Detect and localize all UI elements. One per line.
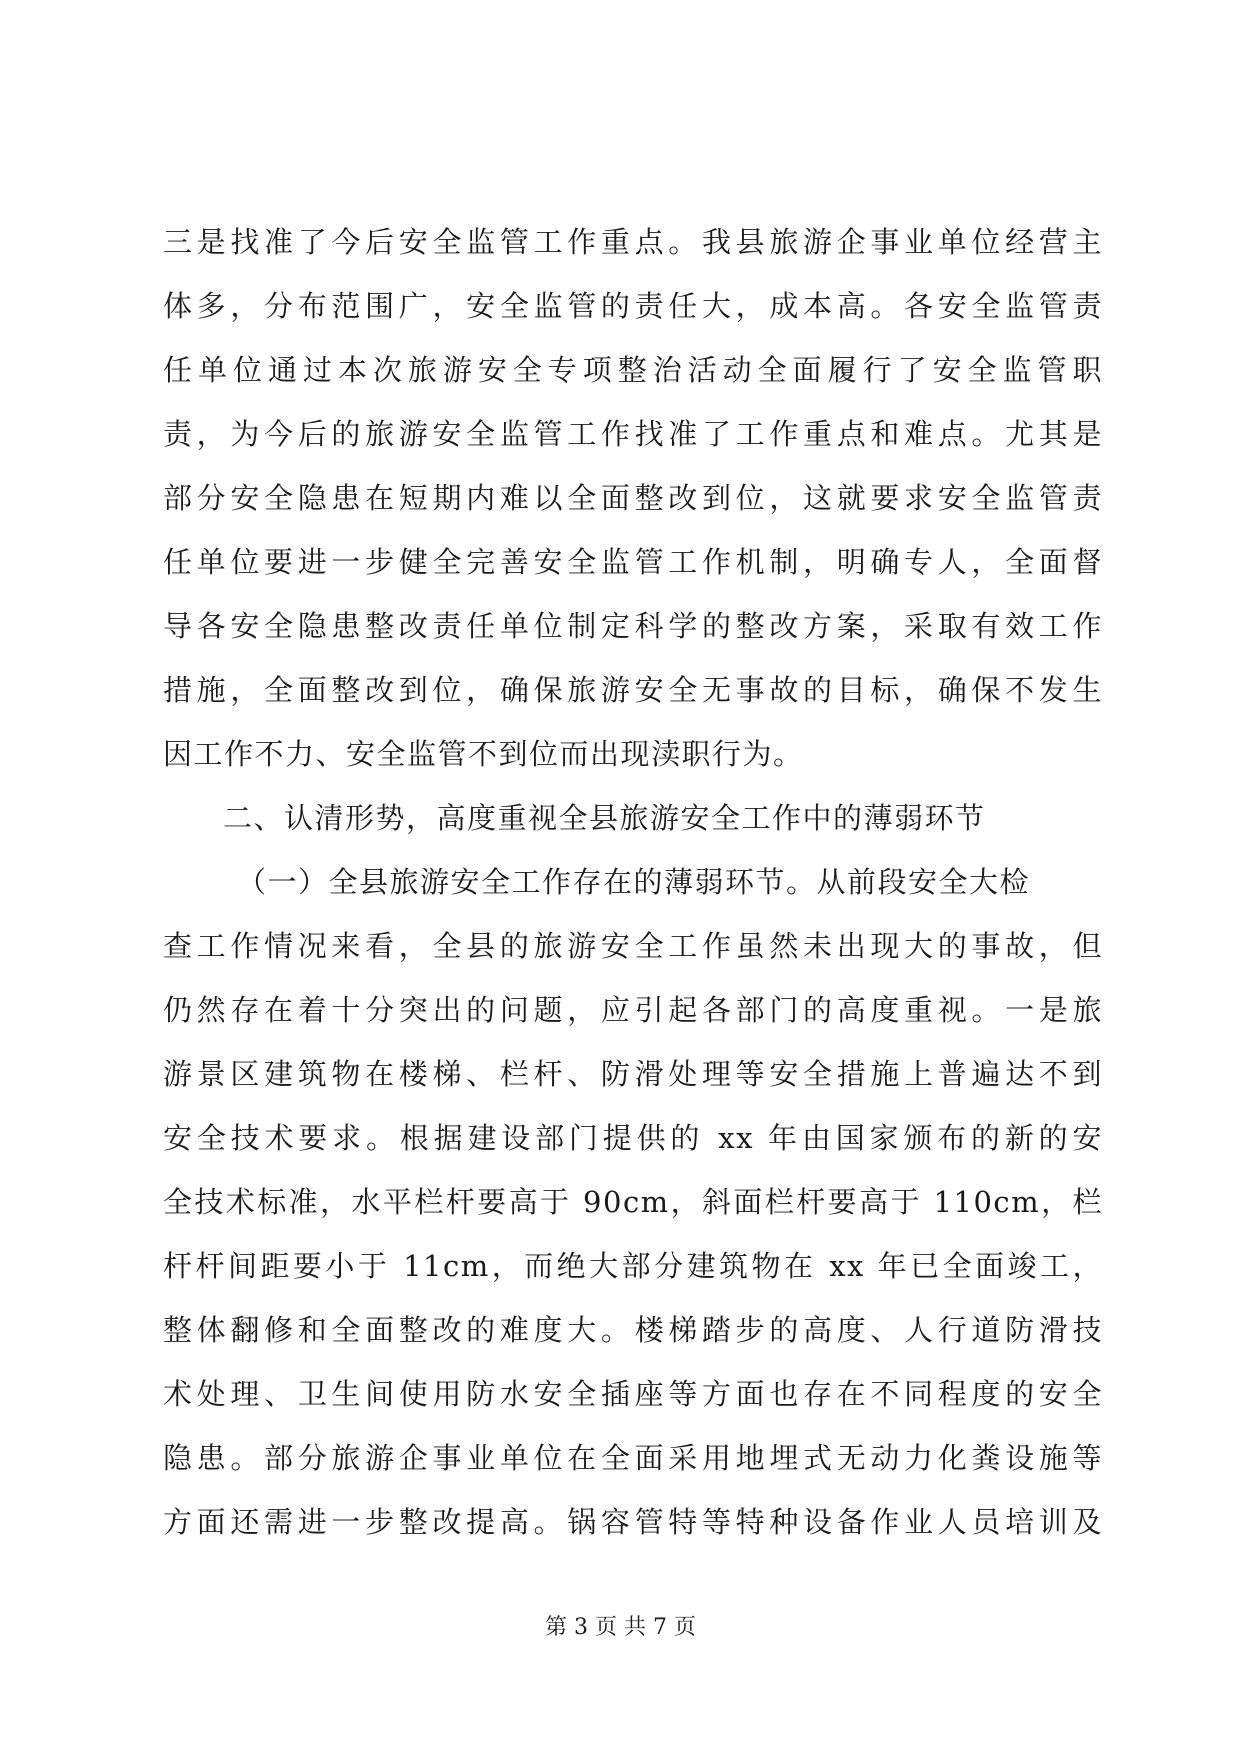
text-line: 措施，全面整改到位，确保旅游安全无事故的目标，确保不发生 [163,673,1103,707]
text-line: 术处理、卫生间使用防水安全插座等方面也存在不同程度的安全 [163,1377,1103,1411]
subsection-heading: （一）全县旅游安全工作存在的薄弱环节。从前段安全大检 [237,865,1031,899]
text-line: 全技术标准，水平栏杆要高于 90cm，斜面栏杆要高于 110cm，栏 [163,1185,1103,1219]
page-number: 第 3 页 共 7 页 [545,1615,696,1640]
text-line: 体多，分布范围广，安全监管的责任大，成本高。各安全监管责 [163,289,1103,323]
text-line: 隐患。部分旅游企事业单位在全面采用地埋式无动力化粪设施等 [163,1441,1103,1475]
section-heading: 二、认清形势，高度重视全县旅游安全工作中的薄弱环节 [223,801,986,835]
text-line: 导各安全隐患整改责任单位制定科学的整改方案，采取有效工作 [163,609,1103,643]
text-line: 任单位通过本次旅游安全专项整治活动全面履行了安全监管职 [163,353,1103,387]
text-line: 仍然存在着十分突出的问题，应引起各部门的高度重视。一是旅 [163,993,1103,1027]
text-line: 安全技术要求。根据建设部门提供的 xx 年由国家颁布的新的安 [163,1121,1103,1155]
body-text [163,210,1103,1554]
text-line: 整体翻修和全面整改的难度大。楼梯踏步的高度、人行道防滑技 [163,1313,1103,1347]
text-line: 任单位要进一步健全完善安全监管工作机制，明确专人，全面督 [163,545,1103,579]
text-line: 游景区建筑物在楼梯、栏杆、防滑处理等安全措施上普遍达不到 [163,1057,1103,1091]
text-line: 查工作情况来看，全县的旅游安全工作虽然未出现大的事故，但 [163,929,1103,963]
text-line: 责，为今后的旅游安全监管工作找准了工作重点和难点。尤其是 [163,417,1103,451]
text-line: 部分安全隐患在短期内难以全面整改到位，这就要求安全监管责 [163,481,1103,515]
text-line: 三是找准了今后安全监管工作重点。我县旅游企事业单位经营主 [163,225,1103,259]
text-line: 杆杆间距要小于 11cm，而绝大部分建筑物在 xx 年已全面竣工， [163,1249,1103,1283]
text-line: 方面还需进一步整改提高。锅容管特等特种设备作业人员培训及 [163,1505,1103,1539]
text-line: 因工作不力、安全监管不到位而出现渎职行为。 [163,737,804,771]
